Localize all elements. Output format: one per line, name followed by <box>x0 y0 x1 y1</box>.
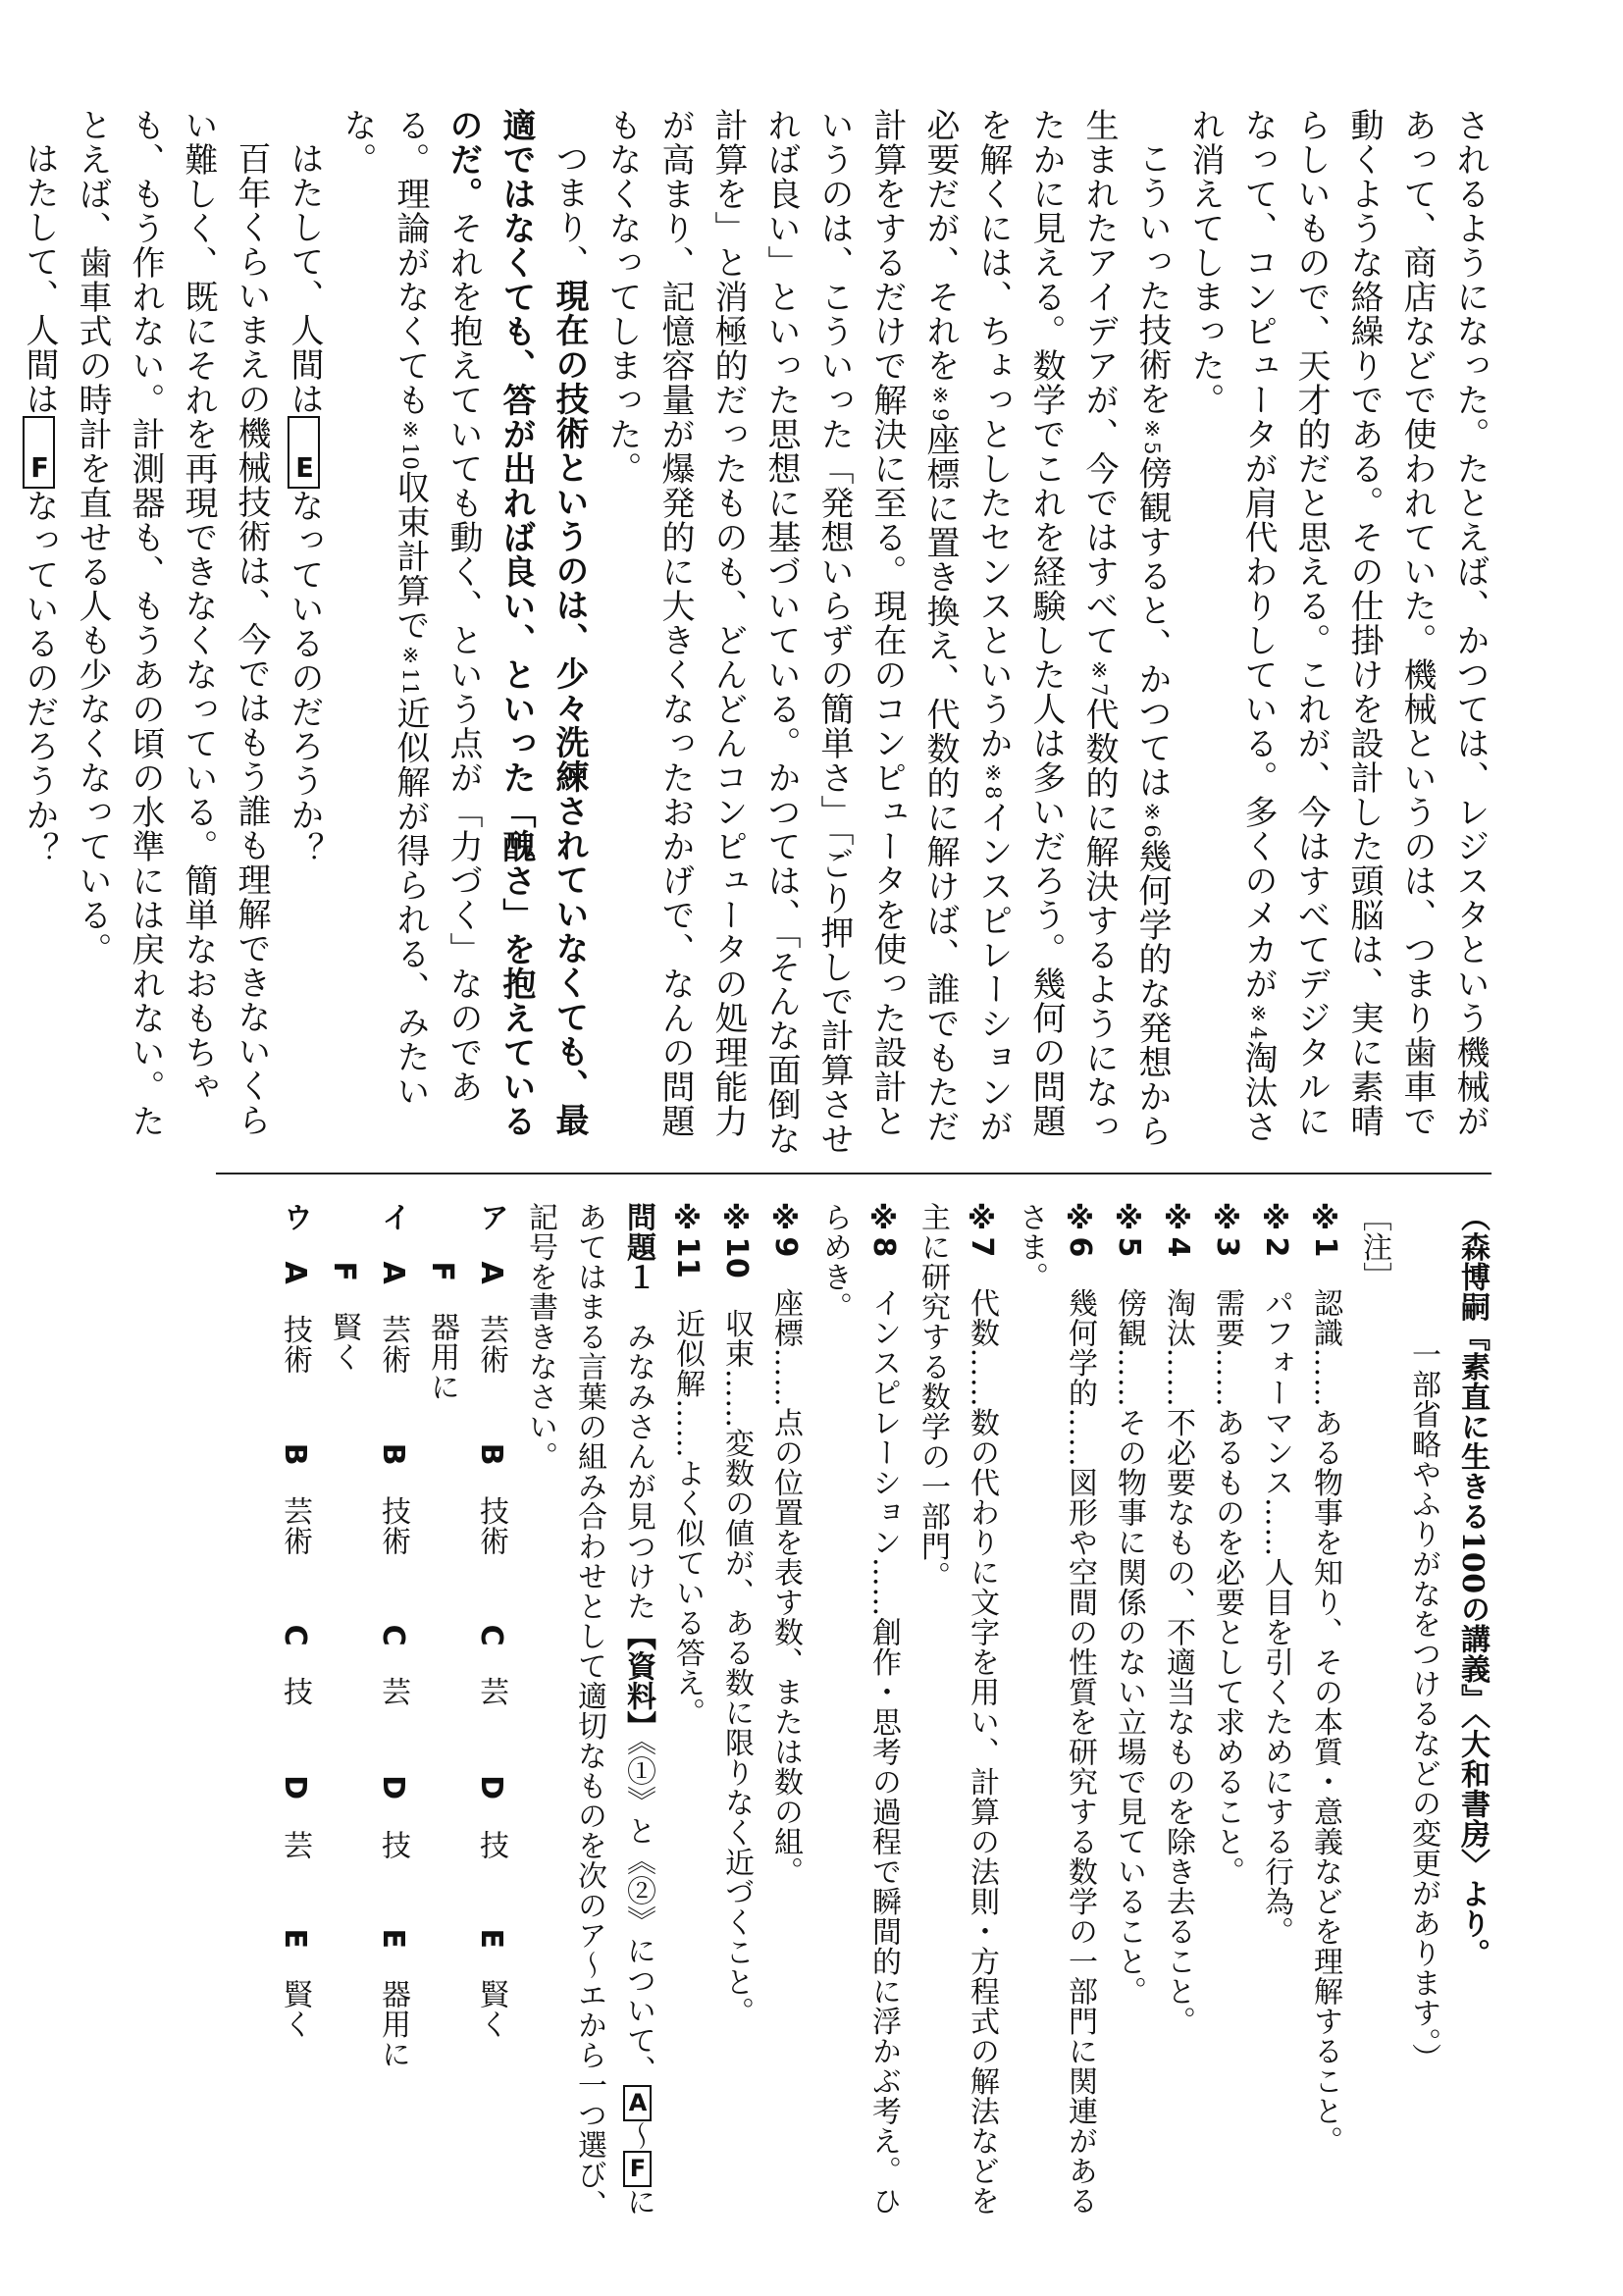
note-item-2 <box>1251 1202 1300 2262</box>
footnote-marker: ※11 <box>398 642 423 697</box>
option-key: D <box>376 1775 410 1800</box>
option-value: 芸 <box>376 1676 410 1707</box>
question-label: 問題１ <box>621 1202 655 1292</box>
source-edit-note <box>1398 1202 1447 2262</box>
note-mark: ※5 <box>1112 1202 1146 1258</box>
note-text: 傍観……その物事に関係のない立場で見ていること。 <box>1112 1287 1146 2007</box>
note-text: 淘汰……不必要なもの、不適当なものを除き去ること。 <box>1161 1287 1195 2036</box>
option-value: 芸 <box>474 1676 508 1707</box>
option-key: E <box>376 1928 410 1950</box>
note-text: 認識……ある物事を知り、その本質・意義などを理解すること。 <box>1308 1287 1342 2156</box>
note-item-5 <box>1104 1202 1153 2262</box>
note-mark: ※7 <box>965 1202 999 1258</box>
passage-text-run: 百年くらいまえの機械技術は、今ではもう誰も理解できないくらい難しく、既にそれを再現できなくなっている。簡単なおもちゃも、もう作れない。計測器も、もうあの頃の水準には戻れない。たとえば、歯車式の時計を直せる人も少なくなっている。 <box>73 108 271 1138</box>
note-text: 幾何学的……図形や空間の性質を研究する数学の一部門に関連があるさま。 <box>1014 1202 1097 2216</box>
passage-text-run: つまり、 <box>550 141 589 279</box>
blank-box-e: E <box>288 416 320 489</box>
option-value: 芸術 <box>376 1314 410 1375</box>
footnote-marker: ※5 <box>1140 416 1165 456</box>
note-mark: ※10 <box>719 1202 754 1279</box>
footnote-marker: ※4 <box>1246 1001 1271 1041</box>
question-text: にあてはまる言葉の組み合わせとして適切なものを次のア～エから一つ選び、記号を書きなさい。 <box>523 1202 655 2219</box>
question-text: 《①》と《②》について、 <box>621 1741 655 2085</box>
note-text: 需要……あるものを必要として求めること。 <box>1210 1287 1244 1887</box>
question-source-ref: 【資料】 <box>621 1621 655 1741</box>
option-key: E <box>474 1928 508 1950</box>
option-key: C <box>278 1624 312 1647</box>
option-key: F <box>425 1261 459 1282</box>
note-text: インスピレーション……創作・思考の過程で瞬間的に浮かぶ考え。ひらめき。 <box>817 1202 901 2216</box>
source-citation: （森博嗣『素直に生きる100の講義』〈大和書房〉より。 <box>1455 1202 1490 1969</box>
passage-text-run: こういった技術を <box>1132 141 1172 416</box>
option-key: D <box>474 1775 508 1800</box>
note-mark: ※1 <box>1308 1202 1342 1258</box>
passage-text-run: はたして、人間は <box>285 141 324 416</box>
footnote-marker: ※6 <box>1140 799 1165 839</box>
passage-text-run: なっているのだろうか？ <box>285 489 324 866</box>
option-a-row-2 <box>417 1202 466 2262</box>
passage-paragraph-2 <box>596 108 1178 1163</box>
option-u-row-1[interactable] <box>270 1202 319 2262</box>
note-mark: ※6 <box>1063 1202 1097 1258</box>
note-mark: ※2 <box>1259 1202 1293 1258</box>
option-value: 芸術 <box>474 1314 508 1375</box>
note-text: パフォーマンス……人目を引くためにする行為。 <box>1259 1287 1293 1947</box>
option-key: A <box>278 1261 312 1285</box>
option-key: C <box>474 1624 508 1647</box>
option-key: C <box>376 1624 410 1647</box>
note-item-3 <box>1202 1202 1251 2262</box>
option-value: 技術 <box>376 1495 410 1556</box>
note-mark: ※4 <box>1161 1202 1195 1258</box>
question-1 <box>515 1202 662 2222</box>
option-key: B <box>376 1442 410 1467</box>
blank-box-f: F <box>23 416 55 489</box>
option-key: A <box>474 1261 508 1285</box>
option-value: 技 <box>376 1830 410 1860</box>
note-item-11 <box>662 1202 711 2262</box>
option-key: B <box>278 1442 312 1467</box>
passage-paragraph-5 <box>66 108 278 1163</box>
option-value: 器用に <box>376 1979 410 2069</box>
passage-text <box>20 108 1496 1163</box>
note-text: 代数……数の代わりに文字を用い、計算の法則・方程式の解法などを主に研究する数学の一部門。 <box>916 1202 999 2216</box>
option-key: A <box>376 1261 410 1285</box>
passage-text-run: なっているのだろうか？ <box>20 489 59 866</box>
note-mark: ※11 <box>670 1202 705 1279</box>
section-divider <box>216 1173 1492 1174</box>
passage-paragraph-3 <box>331 108 596 1163</box>
footnote-marker: ※10 <box>398 417 423 471</box>
option-value: 賢く <box>327 1312 361 1372</box>
option-label: イ <box>376 1202 410 1232</box>
note-mark: ※9 <box>768 1202 803 1258</box>
note-text: 近似解……よく似ている答え。 <box>670 1308 705 1728</box>
note-item-1 <box>1300 1202 1349 2262</box>
option-value: 技術 <box>278 1314 312 1375</box>
passage-text-run: 幾何学的な発想から生まれたアイデアが、今ではすべて <box>1079 108 1172 1148</box>
option-value: 器用に <box>425 1312 459 1402</box>
passage-bold-run: 現在の技術というのは、少々洗練されていなくても、最適ではなくても、答が出れば良い、といった「醜さ」を抱えているのだ。 <box>444 108 589 1138</box>
passage-text-run: インスピレーションが必要だが、それを <box>920 108 1013 1144</box>
option-i-row-1[interactable] <box>368 1202 417 2262</box>
note-text: 収束……変数の値が、ある数に限りなく近づくこと。 <box>719 1308 754 2027</box>
option-label: ウ <box>278 1202 312 1232</box>
passage-text-run: 代数的に解決するようになったかに見える。数学でこれを経験した人は多いだろう。幾何の問題を解くには、ちょっとしたセンスというか <box>973 108 1119 1144</box>
option-key: E <box>278 1928 312 1950</box>
option-key: D <box>278 1775 312 1800</box>
passage-text-run: それを抱えていても動く、という点が「力づく」なのである。理論がなくても <box>391 108 483 1104</box>
footnote-marker: ※7 <box>1087 657 1112 698</box>
source-edit-text: 一部省略やふりがなをつけるなどの変更があります。） <box>1406 1339 1440 2073</box>
footnote-marker: ※9 <box>928 383 953 423</box>
notes-header: ［注］ <box>1357 1202 1391 1292</box>
question-text: ～ <box>621 2120 655 2151</box>
blank-box-a: A <box>623 2085 652 2121</box>
note-item-9 <box>760 1202 810 2262</box>
note-mark: ※8 <box>866 1202 901 1258</box>
note-item-7 <box>908 1202 1006 2222</box>
option-value: 技術 <box>474 1495 508 1556</box>
notes-and-question <box>221 1202 1496 2262</box>
passage-paragraph-6 <box>13 108 66 1163</box>
note-item-10 <box>711 1202 760 2262</box>
note-item-4 <box>1153 1202 1202 2262</box>
option-value: 芸術 <box>278 1495 312 1556</box>
question-text: みなみさんが見つけた <box>621 1322 655 1621</box>
passage-paragraph-1 <box>1178 108 1496 1163</box>
note-text: 座標……点の位置を表す数、または数の組。 <box>768 1287 803 1887</box>
note-item-8 <box>810 1202 908 2222</box>
passage-paragraph-4 <box>278 108 331 1163</box>
passage-text-run: 淘汰され消えてしまった。 <box>1185 108 1278 1144</box>
passage-text-run: 近似解が得られる、みたいな。 <box>338 108 430 1109</box>
footnote-marker: ※8 <box>981 760 1006 801</box>
option-key: B <box>474 1442 508 1467</box>
note-mark: ※3 <box>1210 1202 1244 1258</box>
option-value: 芸 <box>278 1830 312 1860</box>
option-label: ア <box>474 1202 508 1232</box>
passage-text-run: 傍観すると、かつては <box>1132 455 1172 800</box>
passage-text-run: 座標に置き換え、代数的に解けば、誰でもただ計算をするだけで解決に至る。現在のコンピュータを使った設計というのは、こういった「発想いらずの簡単さ」「ごり押しで計算させれば良い」といった思想に基づいている。かつては、「そんな面倒な計算を」と消極的だったものも、どんどんコンピュータの処理能力が高まり、記憶容量が爆発的に大きくなったおかげで、なんの問題もなくなってしまった。 <box>602 108 960 1156</box>
blank-box-f: F <box>623 2151 652 2187</box>
passage-text-run: はたして、人間は <box>20 141 59 416</box>
option-value: 賢く <box>474 1979 508 2040</box>
passage-text-run: 収束計算で <box>391 470 430 643</box>
option-value: 技 <box>474 1830 508 1860</box>
option-value: 技 <box>278 1676 312 1707</box>
option-a-row-1[interactable] <box>466 1202 515 2262</box>
option-i-row-2 <box>319 1202 368 2262</box>
option-key: F <box>327 1261 361 1282</box>
note-item-6 <box>1006 1202 1104 2222</box>
passage-text-run: されるようになった。たとえば、かつては、レジスタという機械があって、商店などで使われていた。機械というのは、つまり歯車で動くような絡繰りである。その仕掛けを設計した頭脳は、実に素晴らしいもので、天才的だと思える。これが、今はすべてデジタルになって、コンピュータが肩代わりしている。多くのメカが <box>1238 108 1490 1138</box>
option-value: 賢く <box>278 1979 312 2040</box>
